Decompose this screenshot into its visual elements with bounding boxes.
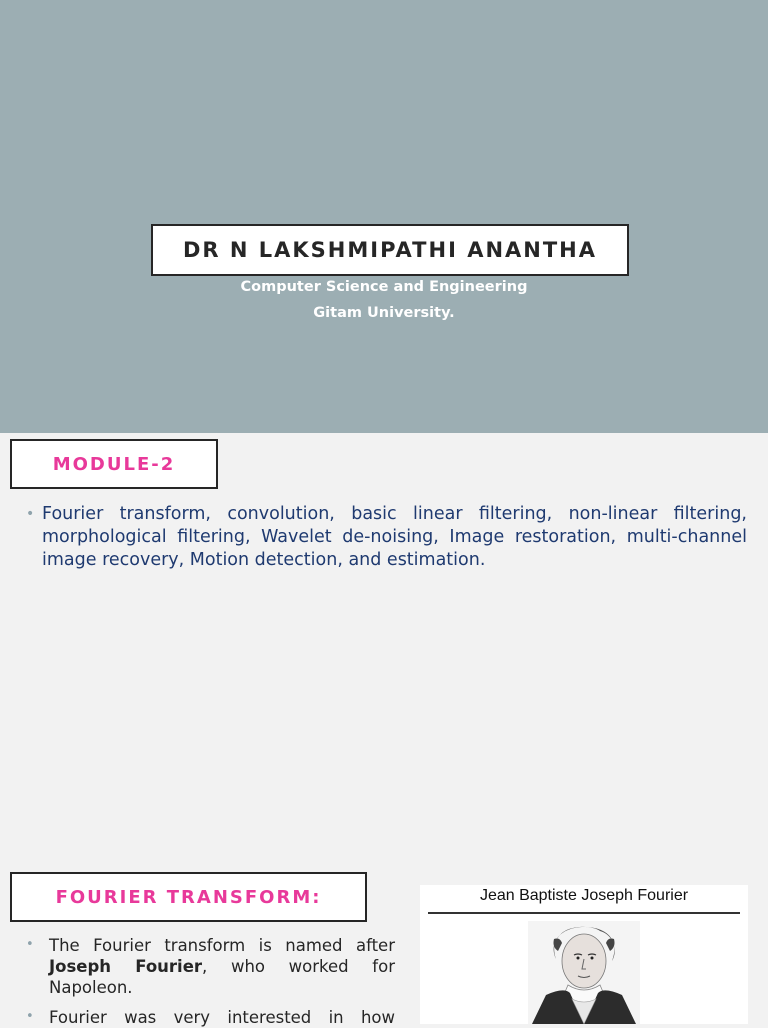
bullet-icon: • bbox=[26, 1009, 34, 1024]
title-box bbox=[151, 224, 629, 276]
joseph-fourier-name: Joseph Fourier bbox=[49, 957, 203, 976]
presenter-name: DR N LAKSHMIPATHI ANANTHA bbox=[182, 238, 598, 262]
fourier-heading: FOURIER TRANSFORM: bbox=[55, 886, 322, 908]
bullet1-text-start: The Fourier transform is named after bbox=[49, 936, 395, 955]
fourier-heading-box bbox=[10, 872, 367, 922]
university-text: Gitam University. bbox=[313, 305, 455, 321]
module-topics-text: Fourier transform, convolution, basic linear filtering, non-linear filtering, morphological filtering, Wavelet de-noising, Image restoration, multi-channel image recovery, Motion detection, and estimation. bbox=[42, 504, 747, 570]
module-slide bbox=[0, 433, 768, 863]
bullet-icon: • bbox=[26, 506, 35, 522]
department-text: Computer Science and Engineering bbox=[240, 279, 528, 295]
fourier-bullet-2: Fourier was very interested in how bbox=[49, 1008, 395, 1027]
bullet-icon: • bbox=[26, 937, 34, 952]
bullet1-text-end: , who worked for Napoleon. bbox=[49, 957, 395, 997]
caption-divider bbox=[428, 912, 740, 914]
fourier-bullet-1 bbox=[49, 935, 395, 998]
module-heading: MODULE-2 bbox=[52, 453, 176, 475]
fourier-portrait-image bbox=[528, 921, 640, 1024]
portrait-caption: Jean Baptiste Joseph Fourier bbox=[479, 887, 689, 904]
module-heading-box bbox=[10, 439, 218, 489]
title-slide bbox=[0, 0, 768, 433]
fourier-portrait-card bbox=[420, 885, 748, 1024]
